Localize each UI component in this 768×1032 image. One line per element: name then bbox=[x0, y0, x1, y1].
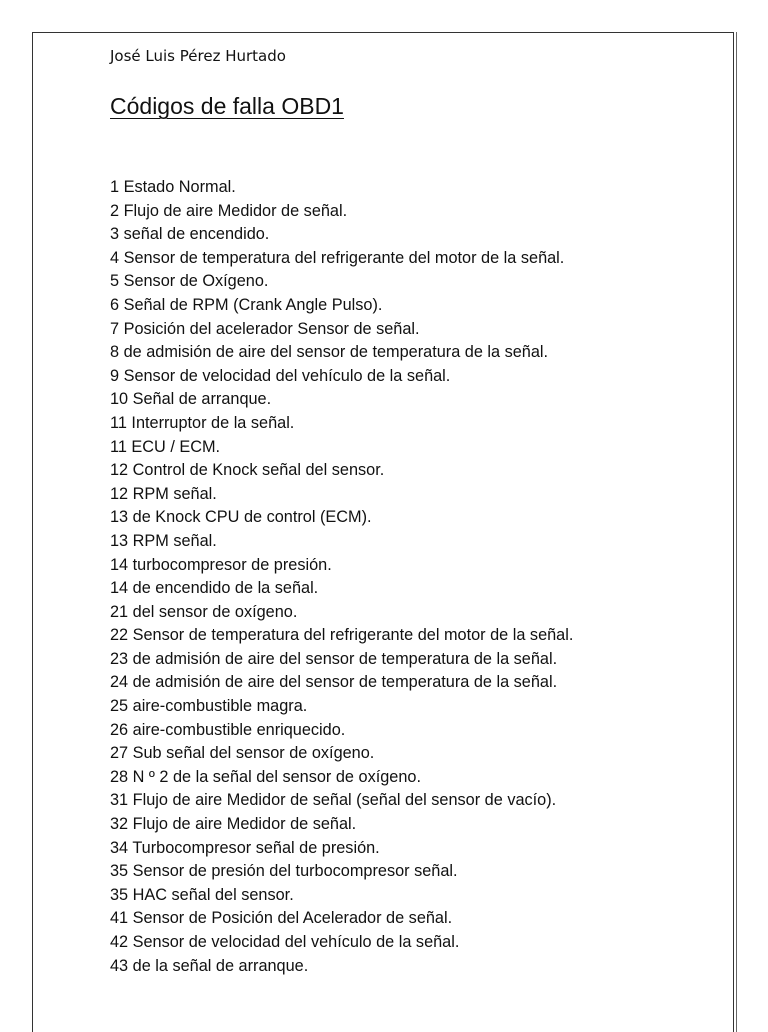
code-item: 13 RPM señal. bbox=[110, 531, 217, 550]
code-item: 12 RPM señal. bbox=[110, 484, 217, 503]
code-item: 1 Estado Normal. bbox=[110, 178, 236, 196]
code-item: 14 de encendido de la señal. bbox=[110, 579, 319, 598]
code-item: 43 de la señal de arranque. bbox=[110, 956, 309, 975]
code-item: 12 Control de Knock señal del sensor. bbox=[110, 461, 385, 480]
code-item: 3 señal de encendido. bbox=[110, 225, 270, 244]
code-item: 35 Sensor de presión del turbocompresor señal. bbox=[110, 862, 458, 881]
code-item: 5 Sensor de Oxígeno. bbox=[110, 272, 269, 291]
code-item: 23 de admisión de aire del sensor de temperatura de la señal. bbox=[110, 649, 558, 668]
code-item: 11 ECU / ECM. bbox=[110, 437, 221, 456]
code-item: 41 Sensor de Posición del Acelerador de señal. bbox=[110, 909, 453, 928]
code-item: 22 Sensor de temperatura del refrigerante del motor de la señal. bbox=[110, 626, 574, 645]
code-item: 24 de admisión de aire del sensor de temperatura de la señal. bbox=[110, 673, 558, 692]
code-item: 26 aire-combustible enriquecido. bbox=[110, 720, 346, 739]
code-item: 11 Interruptor de la señal. bbox=[110, 413, 295, 432]
code-item: 42 Sensor de velocidad del vehículo de la señal. bbox=[110, 933, 460, 951]
code-item: 2 Flujo de aire Medidor de señal. bbox=[110, 201, 348, 220]
code-item: 32 Flujo de aire Medidor de señal. bbox=[110, 815, 357, 834]
author-name: José Luis Pérez Hurtado bbox=[110, 47, 286, 65]
code-item: 27 Sub señal del sensor de oxígeno. bbox=[110, 744, 375, 763]
code-item: 8 de admisión de aire del sensor de temperatura de la señal. bbox=[110, 343, 549, 362]
code-item: 28 N º 2 de la señal del sensor de oxígeno. bbox=[110, 767, 421, 786]
code-item: 35 HAC señal del sensor. bbox=[110, 885, 294, 904]
code-item: 9 Sensor de velocidad del vehículo de la señal. bbox=[110, 366, 451, 385]
code-item: 14 turbocompresor de presión. bbox=[110, 555, 332, 574]
page-edge-line bbox=[736, 32, 737, 1032]
code-item: 13 de Knock CPU de control (ECM). bbox=[110, 508, 372, 527]
code-item: 31 Flujo de aire Medidor de señal (señal del sensor de vacío). bbox=[110, 791, 557, 810]
code-item: 34 Turbocompresor señal de presión. bbox=[110, 838, 380, 857]
code-item: 4 Sensor de temperatura del refrigerante del motor de la señal. bbox=[110, 248, 565, 267]
code-list bbox=[110, 176, 573, 978]
code-item: 10 Señal de arranque. bbox=[110, 390, 272, 409]
document-title: Códigos de falla OBD1 bbox=[110, 93, 344, 119]
code-item: 7 Posición del acelerador Sensor de señal. bbox=[110, 319, 420, 338]
document-page bbox=[32, 32, 734, 1032]
code-item: 25 aire-combustible magra. bbox=[110, 697, 308, 716]
code-item: 21 del sensor de oxígeno. bbox=[110, 602, 298, 621]
code-item: 6 Señal de RPM (Crank Angle Pulso). bbox=[110, 295, 383, 314]
